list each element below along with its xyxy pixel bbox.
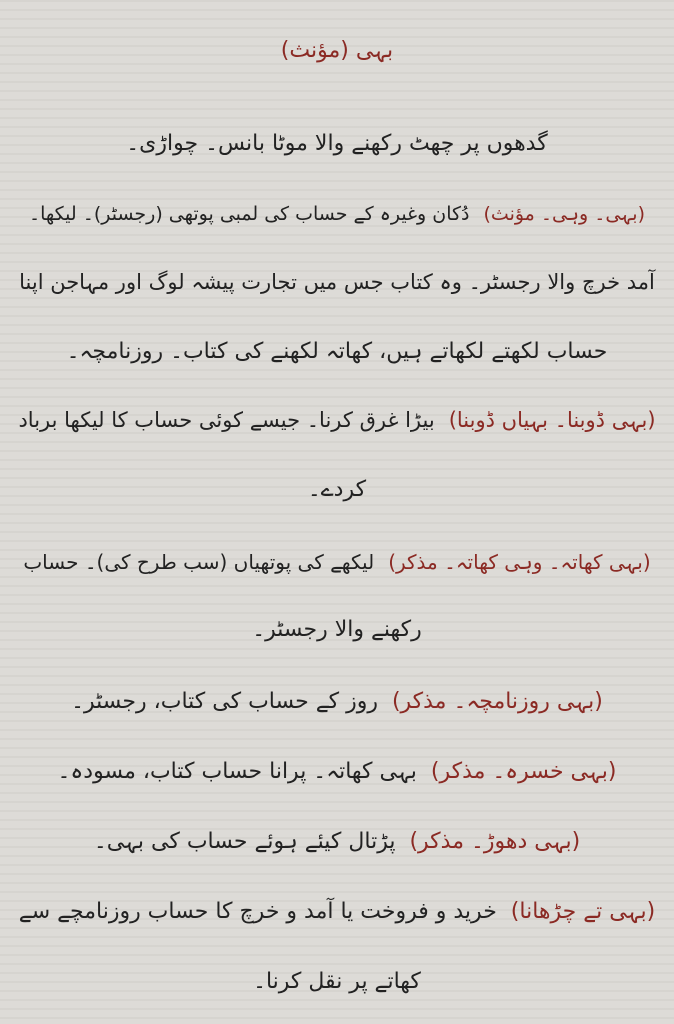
entry-term: (بہی دھوڑ۔ مذکر) (409, 829, 581, 854)
definition-line (16, 614, 658, 646)
definition-line (16, 966, 658, 998)
definition-text: کردے۔ (307, 477, 367, 502)
entry-term: (بہی خسرہ۔ مذکر) (430, 759, 617, 784)
entry-line (16, 198, 658, 230)
definition-text: دُکان وغیرہ کے حساب کی لمبی پوتھی (رجسٹر)۔ لیکھا۔ (28, 203, 470, 225)
definition-text: آمد خرچ والا رجسٹر۔ وہ کتاب جس میں تجارت پیشہ لوگ اور مہاجن اپنا (19, 270, 655, 294)
page-title: بہی (مؤنث) (280, 38, 394, 63)
definition-text: گدھوں پر چھٹ رکھنے والا موٹا بانس۔ چواڑی۔ (126, 131, 548, 156)
definition-text: بیڑا غرق کرنا۔ جیسے کوئی حساب کا لیکھا برباد (18, 408, 435, 432)
definition-text: حساب لکھتے لکھاتے ہیں، کھاتہ لکھنے کی کتاب۔ روزنامچہ۔ (66, 339, 608, 364)
definition-text: روز کے حساب کی کتاب، رجسٹر۔ (71, 689, 378, 714)
entry-line (16, 404, 658, 436)
definition-text: خرید و فروخت یا آمد و خرچ کا حساب روزنامچے سے (18, 899, 497, 924)
entry-line (16, 756, 658, 788)
entry-term: (بہی۔ وہی۔ مؤنث) (483, 203, 646, 225)
definition-text: پڑتال کیئے ہوئے حساب کی بہی۔ (93, 829, 396, 854)
definition-line (16, 336, 658, 368)
entry-line (16, 546, 658, 578)
definition-text: بہی کھاتہ۔ پرانا حساب کتاب، مسودہ۔ (57, 759, 417, 784)
entry-line (16, 896, 658, 928)
entry-term: (بہی ڈوبنا۔ بہیاں ڈوبنا) (448, 408, 656, 432)
definition-line (16, 474, 658, 506)
definition-line (16, 128, 658, 160)
definition-text: کھاتے پر نقل کرنا۔ (253, 969, 421, 994)
definition-text: رکھنے والا رجسٹر۔ (252, 617, 422, 642)
entry-term: (بہی تے چڑھانا) (510, 899, 656, 924)
definition-line (16, 266, 658, 298)
entry-line (16, 826, 658, 858)
entry-term: (بہی کھاتہ۔ وہی کھاتہ۔ مذکر) (388, 550, 651, 574)
entry-line (16, 686, 658, 718)
definition-text: لیکھے کی پوتھیاں (سب طرح کی)۔ حساب (23, 550, 375, 574)
entry-term: (بہی روزنامچہ۔ مذکر) (391, 689, 603, 714)
